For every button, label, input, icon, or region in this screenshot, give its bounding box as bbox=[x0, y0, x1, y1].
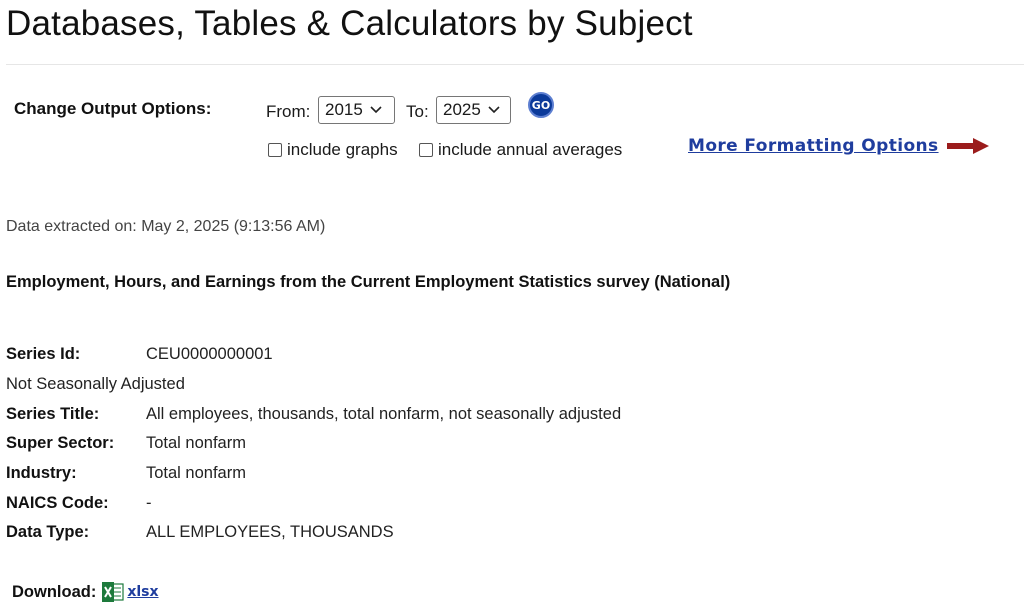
right-arrow-icon[interactable] bbox=[947, 138, 989, 154]
series-title-label: Series Title: bbox=[6, 404, 100, 423]
data-type-row bbox=[6, 518, 621, 548]
industry-row bbox=[6, 459, 621, 489]
series-title-value: All employees, thousands, total nonfarm, not seasonally adjusted bbox=[146, 404, 622, 423]
naics-code-row bbox=[6, 488, 621, 518]
output-options-label: Change Output Options: bbox=[14, 99, 212, 118]
include-graphs-label: include graphs bbox=[287, 140, 398, 159]
naics-code-label: NAICS Code: bbox=[6, 493, 109, 512]
download-label: Download: bbox=[12, 582, 97, 601]
chevron-down-icon bbox=[487, 103, 501, 117]
excel-icon[interactable] bbox=[102, 582, 124, 602]
go-button[interactable]: GO bbox=[528, 92, 554, 118]
to-label: To: bbox=[406, 102, 429, 121]
to-year-value: 2025 bbox=[443, 100, 481, 119]
include-graphs-checkbox[interactable] bbox=[268, 143, 282, 157]
from-year-select[interactable] bbox=[318, 96, 395, 124]
series-metadata bbox=[6, 340, 621, 548]
data-type-value: ALL EMPLOYEES, THOUSANDS bbox=[146, 523, 394, 542]
series-id-row bbox=[6, 340, 621, 370]
seasonal-adjustment: Not Seasonally Adjusted bbox=[6, 375, 185, 394]
include-graphs-option[interactable] bbox=[268, 140, 398, 160]
from-label: From: bbox=[266, 102, 311, 121]
from-year-value: 2015 bbox=[325, 100, 363, 119]
more-formatting-options-link[interactable]: More Formatting Options bbox=[688, 136, 939, 156]
super-sector-label: Super Sector: bbox=[6, 434, 115, 453]
series-id-value: CEU0000000001 bbox=[146, 345, 273, 364]
to-year-select[interactable] bbox=[436, 96, 511, 124]
xlsx-download-link[interactable]: xlsx bbox=[127, 584, 159, 600]
super-sector-value: Total nonfarm bbox=[146, 434, 246, 453]
series-id-label: Series Id: bbox=[6, 345, 81, 364]
data-extracted-timestamp: Data extracted on: May 2, 2025 (9:13:56 AM) bbox=[6, 218, 326, 235]
super-sector-row bbox=[6, 429, 621, 459]
survey-title: Employment, Hours, and Earnings from the Current Employment Statistics survey (National) bbox=[6, 273, 731, 291]
download-section bbox=[12, 582, 159, 602]
seasonal-adjustment-row bbox=[6, 370, 621, 400]
industry-label: Industry: bbox=[6, 464, 77, 483]
page-title: Databases, Tables & Calculators by Subject bbox=[6, 4, 693, 43]
chevron-down-icon bbox=[369, 103, 383, 117]
series-title-row bbox=[6, 399, 621, 429]
naics-code-value: - bbox=[146, 493, 152, 512]
include-annual-averages-option[interactable] bbox=[419, 140, 622, 160]
include-annual-averages-label: include annual averages bbox=[438, 140, 623, 159]
include-annual-averages-checkbox[interactable] bbox=[419, 143, 433, 157]
data-type-label: Data Type: bbox=[6, 523, 90, 542]
industry-value: Total nonfarm bbox=[146, 464, 246, 483]
divider bbox=[6, 64, 1024, 65]
